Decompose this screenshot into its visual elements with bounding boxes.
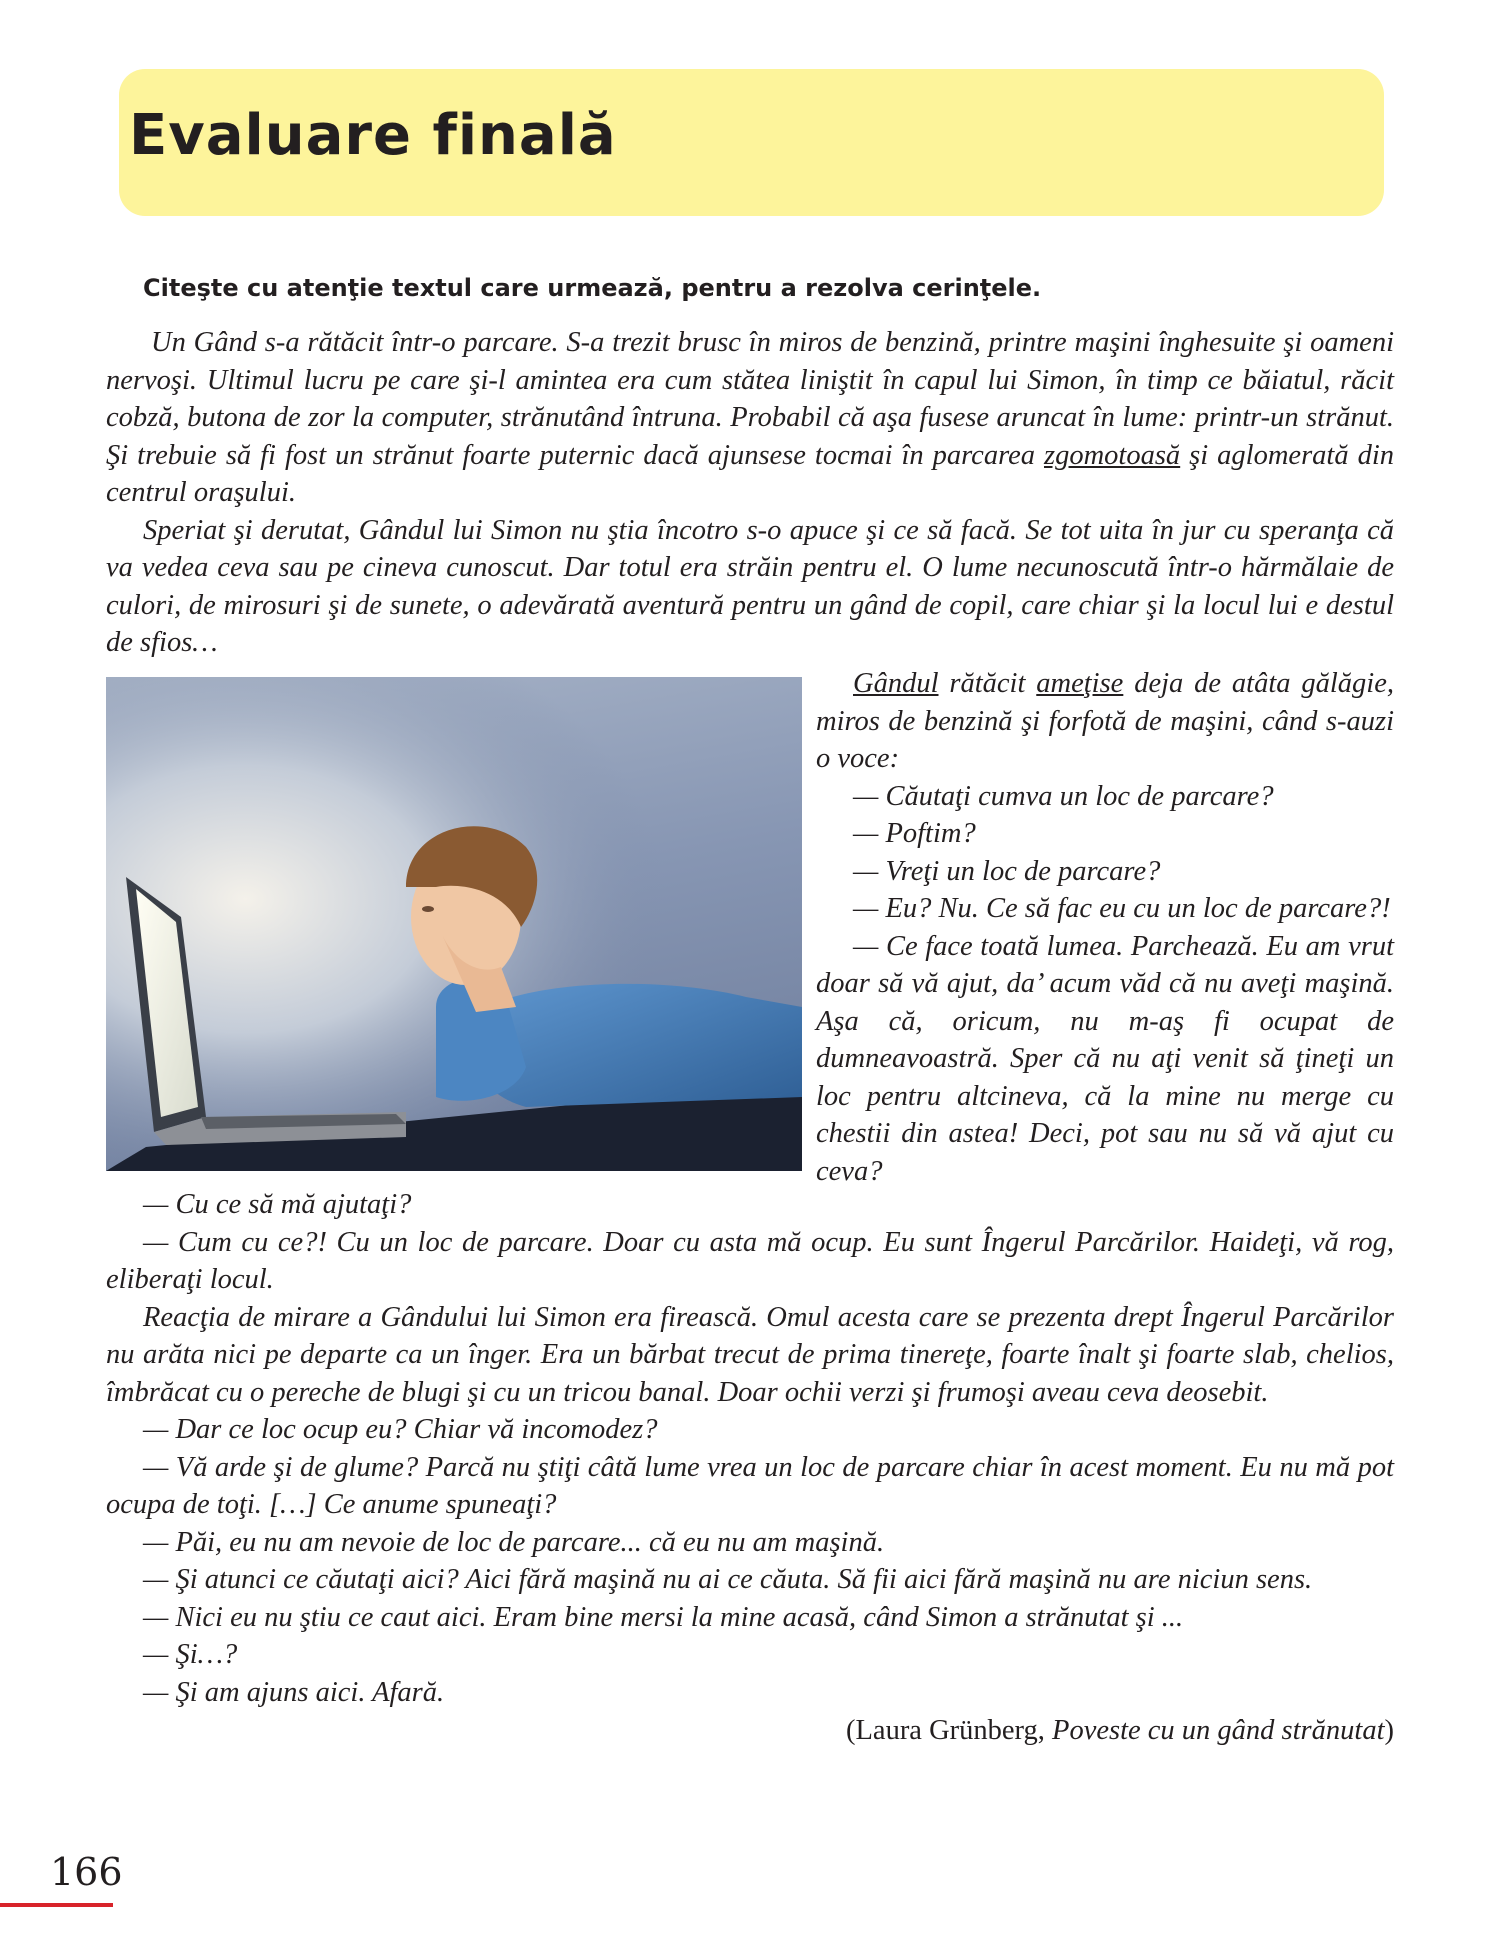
underlined-word-zgomotoasa: zgomotoasă xyxy=(1044,439,1181,471)
dialogue-line: — Căutaţi cumva un loc de parcare? xyxy=(853,780,1274,812)
dialogue-line: — Cum cu ce?! Cu un loc de parcare. Doar cu asta mă ocup. Eu sunt Îngerul Parcărilor. Haideţi, vă rog, eliberaţi locul. xyxy=(106,1226,1394,1295)
source-citation: (Laura Grünberg, Poveste cu un gând strănutat) xyxy=(846,1715,1394,1746)
boy-laptop-illustration xyxy=(106,677,802,1171)
underlined-word-gandul: Gândul xyxy=(853,668,939,699)
dialogue-line: — Poftim? xyxy=(853,818,976,849)
page-number: 166 xyxy=(50,1850,123,1894)
paragraph-1: Un Gând s-a rătăcit într-o parcare. S-a trezit brusc în miros de benzină, printre maşini înghesuite şi oameni nervoşi. Ultimul lucru pe care şi-l amintea era cum stătea liniştit în capul lui Simon, în timp ce băiatul, răcit cobză, butona de zor la computer, strănutând întruna. Probabil că aşa fusese aruncat în lume: printr-un strănut. Şi trebuie să fi fost un strănut foarte puternic dacă ajunsese tocmai în parcarea zgomotoasă şi aglomerată din centrul oraşului. xyxy=(106,327,1394,508)
story-lower xyxy=(106,1186,1394,1711)
dialogue-line: — Cu ce să mă ajutaţi? xyxy=(143,1189,412,1220)
paragraph-3: Gândul rătăcit ameţise deja de atâta gălăgie, miros de benzină şi forfotă de maşini, când s-auzi o voce: xyxy=(816,668,1395,774)
underlined-word-ametise: ameţise xyxy=(1036,668,1124,699)
dialogue-line: — Nici eu nu ştiu ce caut aici. Eram bine mersi la mine acasă, când Simon a strănutat şi ... xyxy=(143,1601,1184,1633)
dialogue-line: — Şi am ajuns aici. Afară. xyxy=(143,1676,445,1708)
instruction-text: Citeşte cu atenţie textul care urmează, pentru a rezolva cerinţele. xyxy=(143,274,1042,302)
dialogue-line: — Păi, eu nu am nevoie de loc de parcare... că eu nu am maşină. xyxy=(143,1526,885,1558)
dialogue-line: — Ce face toată lumea. Parchează. Eu am vrut doar să vă ajut, da’ acum văd că nu aveţi maşină. Aşa că, oricum, nu m-aş fi ocupat de dumneavoastră. Sper că nu aţi venit să ţineţi un loc pentru altcineva, că la mine nu merge cu chestii din astea! Deci, pot sau nu să vă ajut cu ceva? xyxy=(816,930,1394,1187)
source-title: Poveste cu un gând strănutat xyxy=(1052,1715,1385,1746)
story-intro xyxy=(106,324,1394,662)
page-number-underline xyxy=(0,1903,113,1907)
dialogue-line: — Dar ce loc ocup eu? Chiar vă incomodez? xyxy=(143,1414,658,1445)
paragraph-2: Speriat şi derutat, Gândul lui Simon nu ştia încotro s-o apuce şi ce să facă. Se tot uita în jur cu speranţa că va vedea ceva sau pe cineva cunoscut. Dar totul era străin pentru el. O lume necunoscută într-o hărmălaie de culori, de mirosuri şi de sunete, o adevărată aventură pentru un gând de copil, care chiar şi la locul lui e destul de sfios… xyxy=(106,514,1394,658)
side-column-text xyxy=(816,665,1394,1190)
page-title: Evaluare finală xyxy=(129,103,617,168)
dialogue-line: — Vă arde şi de glume? Parcă nu ştiţi câtă lume vrea un loc de parcare chiar în acest moment. Eu nu mă pot ocupa de toţi. […] Ce anume spuneaţi? xyxy=(106,1451,1394,1520)
dialogue-line: — Vreţi un loc de parcare? xyxy=(853,855,1161,887)
boy-laptop-photo xyxy=(106,677,802,1171)
title-banner xyxy=(119,69,1384,216)
dialogue-line: — Şi atunci ce căutaţi aici? Aici fără maşină nu ai ce căuta. Să fii aici fără maşină nu are niciun sens. xyxy=(143,1564,1313,1595)
dialogue-line: — Eu? Nu. Ce să fac eu cu un loc de parcare?! xyxy=(853,893,1391,924)
paragraph-4: Reacţia de mirare a Gândului lui Simon era firească. Omul acesta care se prezenta drept Îngerul Parcărilor nu arăta nici pe departe ca un înger. Era un bărbat trecut de prima tinereţe, foarte înalt şi foarte slab, chelios, îmbrăcat cu o pereche de blugi şi cu un tricou banal. Doar ochii verzi şi frumoşi aveau ceva deosebit. xyxy=(106,1301,1394,1408)
dialogue-line: — Şi…? xyxy=(143,1639,238,1670)
